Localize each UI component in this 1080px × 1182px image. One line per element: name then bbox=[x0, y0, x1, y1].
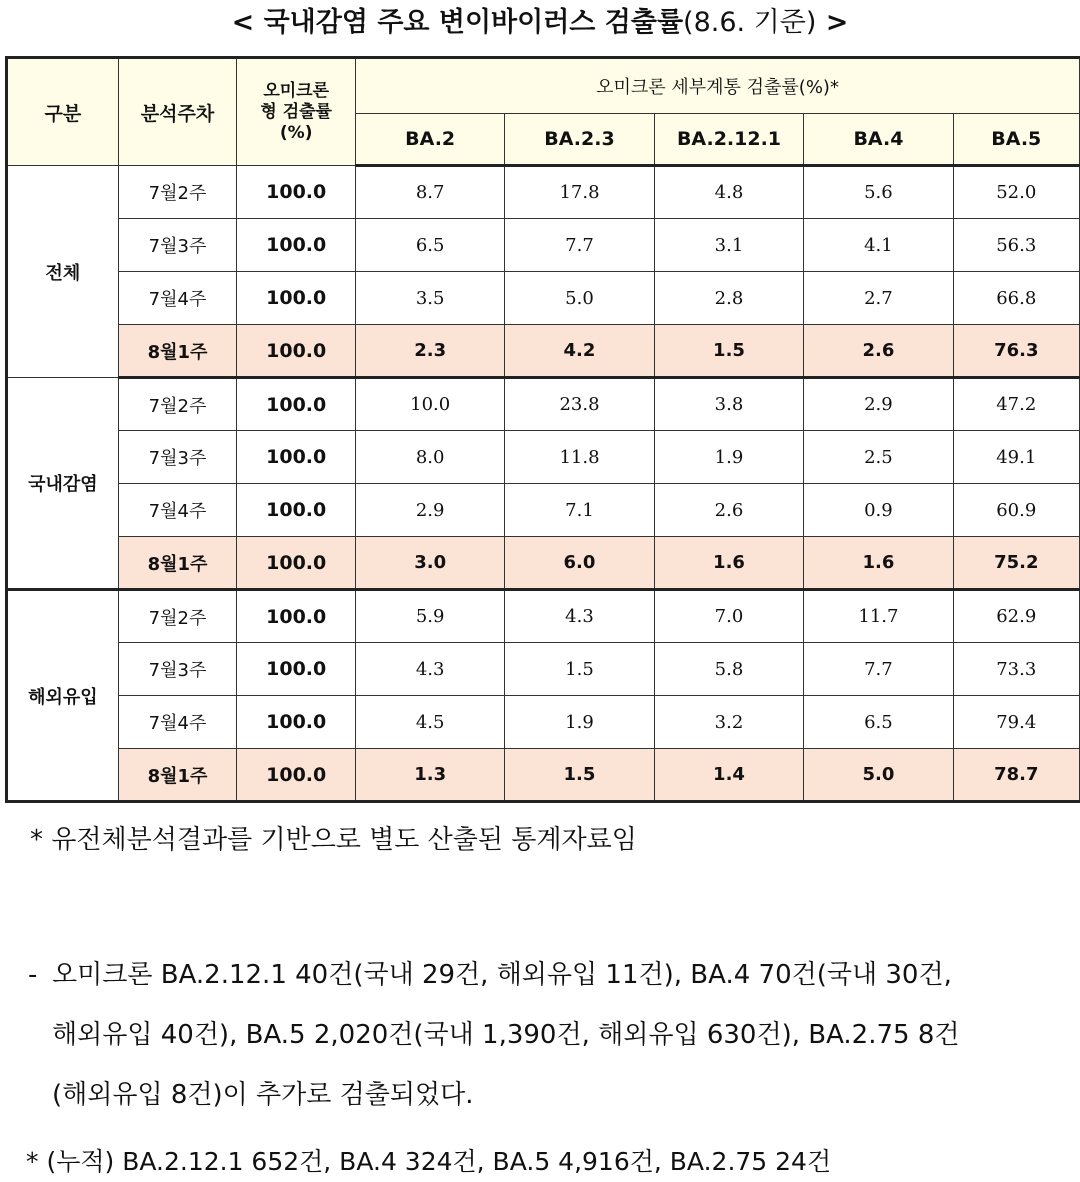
value-cell: 60.9 bbox=[953, 484, 1079, 537]
value-cell: 2.7 bbox=[804, 272, 953, 325]
header-subtype: BA.2 bbox=[356, 114, 505, 166]
omicron-cell: 100.0 bbox=[237, 219, 356, 272]
omicron-cell: 100.0 bbox=[237, 749, 356, 802]
value-cell: 23.8 bbox=[505, 378, 654, 431]
value-cell: 2.8 bbox=[654, 272, 804, 325]
value-cell: 1.6 bbox=[804, 537, 953, 590]
value-cell: 3.0 bbox=[356, 537, 505, 590]
bullet-dash: - bbox=[28, 960, 38, 990]
value-cell: 6.5 bbox=[356, 219, 505, 272]
value-cell: 1.9 bbox=[654, 431, 804, 484]
value-cell: 2.3 bbox=[356, 325, 505, 378]
value-cell: 56.3 bbox=[953, 219, 1079, 272]
value-cell: 62.9 bbox=[953, 590, 1079, 643]
value-cell: 2.9 bbox=[356, 484, 505, 537]
value-cell: 52.0 bbox=[953, 166, 1079, 219]
table-row bbox=[7, 378, 1080, 431]
value-cell: 3.1 bbox=[654, 219, 804, 272]
value-cell: 5.0 bbox=[505, 272, 654, 325]
value-cell: 5.9 bbox=[356, 590, 505, 643]
value-cell: 1.9 bbox=[505, 696, 654, 749]
omicron-cell: 100.0 bbox=[237, 484, 356, 537]
value-cell: 0.9 bbox=[804, 484, 953, 537]
table-body bbox=[7, 166, 1080, 802]
bullet-line: (해외유입 8건)이 추가로 검출되었다. bbox=[52, 1080, 474, 1110]
table-row bbox=[7, 431, 1080, 484]
value-cell: 1.4 bbox=[654, 749, 804, 802]
value-cell: 2.9 bbox=[804, 378, 953, 431]
value-cell: 1.6 bbox=[654, 537, 804, 590]
bullet-line: 해외유입 40건), BA.5 2,020건(국내 1,390건, 해외유입 630건), BA.2.75 8건 bbox=[52, 1020, 960, 1050]
value-cell: 5.8 bbox=[654, 643, 804, 696]
value-cell: 1.5 bbox=[505, 749, 654, 802]
title-date: (8.6. 기준) bbox=[683, 7, 817, 38]
header-category: 구분 bbox=[7, 58, 119, 166]
value-cell: 4.5 bbox=[356, 696, 505, 749]
value-cell: 10.0 bbox=[356, 378, 505, 431]
value-cell: 47.2 bbox=[953, 378, 1079, 431]
week-cell: 7월2주 bbox=[118, 166, 237, 219]
table-row-highlight bbox=[7, 325, 1080, 378]
header-omicron-rate-text: 오미크론형 검출률(%) bbox=[260, 80, 332, 143]
value-cell: 1.5 bbox=[505, 643, 654, 696]
bullet-line: 오미크론 BA.2.12.1 40건(국내 29건, 해외유입 11건), BA.4 70건(국내 30건, bbox=[52, 960, 952, 990]
header-subtype-group: 오미크론 세부계통 검출률(%)* bbox=[356, 58, 1080, 114]
value-cell: 76.3 bbox=[953, 325, 1079, 378]
week-cell: 8월1주 bbox=[118, 537, 237, 590]
group-label: 국내감염 bbox=[7, 378, 119, 590]
value-cell: 11.8 bbox=[505, 431, 654, 484]
week-cell: 7월4주 bbox=[118, 696, 237, 749]
table-row-highlight bbox=[7, 537, 1080, 590]
value-cell: 7.1 bbox=[505, 484, 654, 537]
omicron-cell: 100.0 bbox=[237, 696, 356, 749]
week-cell: 7월3주 bbox=[118, 431, 237, 484]
value-cell: 49.1 bbox=[953, 431, 1079, 484]
week-cell: 7월3주 bbox=[118, 219, 237, 272]
week-cell: 8월1주 bbox=[118, 749, 237, 802]
value-cell: 11.7 bbox=[804, 590, 953, 643]
header-subtype: BA.2.12.1 bbox=[654, 114, 804, 166]
week-cell: 7월2주 bbox=[118, 590, 237, 643]
bullet-paragraph bbox=[28, 945, 1076, 1125]
value-cell: 6.5 bbox=[804, 696, 953, 749]
value-cell: 6.0 bbox=[505, 537, 654, 590]
value-cell: 78.7 bbox=[953, 749, 1079, 802]
value-cell: 3.8 bbox=[654, 378, 804, 431]
week-cell: 7월2주 bbox=[118, 378, 237, 431]
omicron-cell: 100.0 bbox=[237, 378, 356, 431]
cumulative-note: * (누적) BA.2.12.1 652건, BA.4 324건, BA.5 4,916건, BA.2.75 24건 bbox=[26, 1147, 832, 1176]
week-cell: 7월4주 bbox=[118, 484, 237, 537]
value-cell: 5.0 bbox=[804, 749, 953, 802]
omicron-cell: 100.0 bbox=[237, 643, 356, 696]
omicron-cell: 100.0 bbox=[237, 590, 356, 643]
header-subtype: BA.5 bbox=[953, 114, 1079, 166]
bullet-lines bbox=[52, 945, 1076, 1125]
value-cell: 7.7 bbox=[505, 219, 654, 272]
table-row bbox=[7, 590, 1080, 643]
group-label: 전체 bbox=[7, 166, 119, 378]
variant-detection-table bbox=[5, 56, 1080, 803]
value-cell: 2.6 bbox=[804, 325, 953, 378]
table-row bbox=[7, 166, 1080, 219]
omicron-cell: 100.0 bbox=[237, 537, 356, 590]
value-cell: 66.8 bbox=[953, 272, 1079, 325]
header-subtype: BA.2.3 bbox=[505, 114, 654, 166]
value-cell: 1.5 bbox=[654, 325, 804, 378]
week-cell: 8월1주 bbox=[118, 325, 237, 378]
omicron-cell: 100.0 bbox=[237, 272, 356, 325]
value-cell: 4.3 bbox=[356, 643, 505, 696]
omicron-cell: 100.0 bbox=[237, 325, 356, 378]
table-row bbox=[7, 484, 1080, 537]
omicron-cell: 100.0 bbox=[237, 431, 356, 484]
value-cell: 75.2 bbox=[953, 537, 1079, 590]
value-cell: 2.6 bbox=[654, 484, 804, 537]
table-row bbox=[7, 643, 1080, 696]
value-cell: 7.0 bbox=[654, 590, 804, 643]
page-title bbox=[0, 2, 1080, 44]
title-suffix: > bbox=[816, 7, 849, 38]
title-main: < 국내감염 주요 변이바이러스 검출률 bbox=[231, 7, 684, 38]
week-cell: 7월3주 bbox=[118, 643, 237, 696]
value-cell: 2.5 bbox=[804, 431, 953, 484]
value-cell: 1.3 bbox=[356, 749, 505, 802]
value-cell: 5.6 bbox=[804, 166, 953, 219]
table-row bbox=[7, 219, 1080, 272]
value-cell: 3.2 bbox=[654, 696, 804, 749]
value-cell: 8.0 bbox=[356, 431, 505, 484]
table-header bbox=[7, 58, 1080, 166]
header-week: 분석주차 bbox=[118, 58, 237, 166]
value-cell: 7.7 bbox=[804, 643, 953, 696]
table-row-highlight bbox=[7, 749, 1080, 802]
table-row bbox=[7, 272, 1080, 325]
header-omicron-rate bbox=[237, 58, 356, 166]
week-cell: 7월4주 bbox=[118, 272, 237, 325]
value-cell: 17.8 bbox=[505, 166, 654, 219]
value-cell: 4.2 bbox=[505, 325, 654, 378]
table-row bbox=[7, 696, 1080, 749]
value-cell: 4.8 bbox=[654, 166, 804, 219]
value-cell: 73.3 bbox=[953, 643, 1079, 696]
omicron-cell: 100.0 bbox=[237, 166, 356, 219]
value-cell: 8.7 bbox=[356, 166, 505, 219]
group-label: 해외유입 bbox=[7, 590, 119, 802]
value-cell: 4.3 bbox=[505, 590, 654, 643]
header-subtype: BA.4 bbox=[804, 114, 953, 166]
value-cell: 3.5 bbox=[356, 272, 505, 325]
table-footnote: * 유전체분석결과를 기반으로 별도 산출된 통계자료임 bbox=[30, 825, 637, 855]
value-cell: 79.4 bbox=[953, 696, 1079, 749]
value-cell: 4.1 bbox=[804, 219, 953, 272]
